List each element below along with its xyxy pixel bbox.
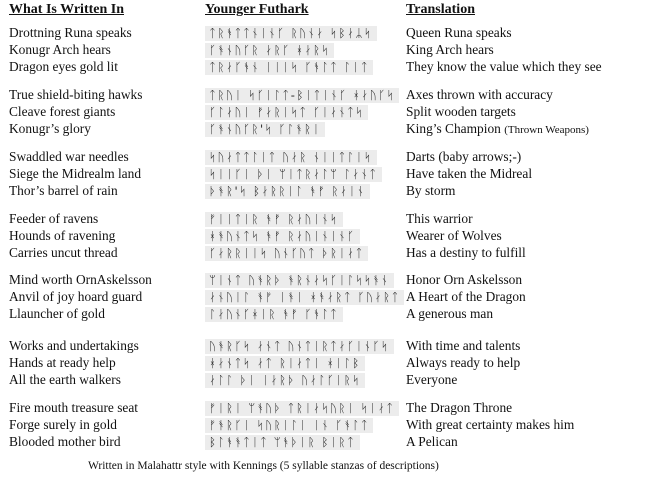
translation-column (406, 271, 526, 322)
rune-line: ᛋᛁᛁᚴᛁ ᚦᛁ ᛘᛁᛏᚱᛅᛚᛘ ᛚᛅᚾᛏ (205, 167, 382, 182)
translation-line: Has a destiny to fulfill (406, 245, 526, 260)
header-original: What Is Written In (9, 2, 125, 17)
translation-line (406, 120, 589, 137)
rune-line: ᛚᛅᚢᚾᚴᚼᛁᚱ ᚬᚠ ᚴᚬᛚᛏ (205, 307, 343, 322)
rune-line: ᛅᚾᚢᛁᛚ ᚬᚠ ᛁᚬᛁ ᚼᚬᛅᚱᛏ ᚴᚢᛅᚱᛏ (205, 290, 404, 305)
rune-line: ᚠᛁᛁᛏᛁᚱ ᚬᚠ ᚱᛅᚢᛁᚾᛋ (205, 212, 343, 227)
original-line: Hounds of ravening (9, 228, 116, 243)
translation-line: Wearer of Wolves (406, 228, 502, 243)
original-text-column (9, 337, 139, 388)
translation-line: Everyone (406, 372, 458, 387)
rune-column (205, 24, 377, 75)
original-line: Drottning Runa speaks (9, 25, 132, 40)
header-younger-futhark: Younger Futhark (205, 2, 309, 17)
rune-column (205, 337, 394, 388)
rune-line: ᛅᛚᛚ ᚦᛁ ᛁᛅᚱᚦ ᚢᛅᛚᚴᛁᚱᛋ (205, 373, 365, 388)
original-line: True shield-biting hawks (9, 87, 143, 102)
rune-line: ᛘᛁᚾᛏ ᚢᚬᚱᚦ ᚬᚱᚾᛅᛋᚴᛁᛚᛋᛋᚬᚾ (205, 273, 394, 288)
translation-line: This warrior (406, 211, 473, 226)
rune-column (205, 148, 382, 199)
translation-line: Always ready to help (406, 355, 521, 370)
original-line: Hands at ready help (9, 355, 116, 370)
original-line: Konugr’s glory (9, 121, 91, 136)
original-line: Thor’s barrel of rain (9, 183, 118, 198)
rune-column (205, 210, 368, 261)
original-line: Blooded mother bird (9, 434, 121, 449)
rune-line: ᚦᚬᚱ'ᛋ ᛒᛅᚱᚱᛁᛚ ᚬᚠ ᚱᛅᛁᚾ (205, 184, 370, 199)
rune-line: ᚴᚬᚾᚢᚴᚱ ᛅᚱᚴ ᚼᛅᚱᛋ (205, 43, 334, 58)
translation-column (406, 148, 532, 199)
translation-line: Have taken the Midreal (406, 166, 533, 181)
rune-line: ᚴᛚᛅᚢᛁ ᚠᛅᚱᛁᛋᛏ ᚴᛁᛅᚾᛏᛋ (205, 105, 368, 120)
original-line: All the earth walkers (9, 372, 121, 387)
translation-line: A Pelican (406, 434, 458, 449)
translation-line: By storm (406, 183, 456, 198)
original-line: Mind worth OrnAskelsson (9, 272, 152, 287)
header-translation: Translation (406, 2, 475, 17)
original-line: Llauncher of gold (9, 306, 105, 321)
translation-line: They know the value which they see (406, 59, 602, 74)
translation-line: Axes thrown with accuracy (406, 87, 553, 102)
translation-column (406, 86, 589, 137)
rune-line: ᚢᚬᚱᚴᛋ ᛅᚾᛏ ᚢᚾᛏᛁᚱᛏᛅᚴᛁᚾᚴᛋ (205, 339, 394, 354)
rune-column (205, 399, 399, 450)
translation-line: With great certainty makes him (406, 417, 575, 432)
translation-text: King’s Champion (406, 121, 505, 136)
footer-note: Written in Malahattr style with Kennings (5 syllable stanzas of descriptions) (88, 460, 439, 472)
translation-column (406, 399, 574, 450)
original-text-column (9, 86, 142, 137)
original-line: Siege the Midrealm land (9, 166, 142, 181)
translation-line: Split wooden targets (406, 104, 516, 119)
original-line: Fire mouth treasure seat (9, 400, 139, 415)
original-text-column (9, 271, 152, 322)
original-line: Forge surely in gold (9, 417, 117, 432)
original-text-column (9, 148, 141, 199)
rune-line: ᚠᛁᚱᛁ ᛘᚬᚢᚦ ᛏᚱᛁᛅᛋᚢᚱᛁ ᛋᛁᛅᛏ (205, 401, 399, 416)
original-line: Feeder of ravens (9, 211, 99, 226)
translation-line: A Heart of the Dragon (406, 289, 526, 304)
rune-line: ᛏᚱᚬᛏᛏᚾᛁᚾᚴ ᚱᚢᚾᛅ ᛋᛒᛅᛦᛋ (205, 26, 377, 41)
rune-column (205, 86, 399, 137)
original-text-column (9, 210, 118, 261)
original-line: Anvil of joy hoard guard (9, 289, 143, 304)
rune-line: ᚼᛅᚾᛏᛋ ᛅᛏ ᚱᛁᛅᛏᛁ ᚼᛁᛚᛒ (205, 356, 365, 371)
rune-line: ᛒᛚᚬᚬᛏᛁᛏ ᛘᚬᚦᛁᚱ ᛒᛁᚱᛏ (205, 435, 360, 450)
translation-line: Queen Runa speaks (406, 25, 512, 40)
translation-line: Darts (baby arrows;-) (406, 149, 522, 164)
rune-column (205, 271, 404, 322)
rune-line: ᚴᚬᚾᚢᚴᚱ'ᛋ ᚴᛚᚬᚱᛁ (205, 122, 325, 137)
original-line: Konugr Arch hears (9, 42, 111, 57)
rune-line: ᚼᚬᚢᚾᛏᛋ ᚬᚠ ᚱᛅᚢᛁᚾᛁᚾᚴ (205, 229, 360, 244)
rune-line: ᛏᚱᛅᚴᚬᚾ ᛁᛁᛁᛋ ᚴᚬᛚᛏ ᛚᛁᛏ (205, 60, 373, 75)
translation-column (406, 337, 520, 388)
original-line: Swaddled war needles (9, 149, 129, 164)
translation-line: With time and talents (406, 338, 521, 353)
original-text-column (9, 399, 138, 450)
rune-line: ᛋᚢᛅᛏᛏᛚᛁᛏ ᚢᛅᚱ ᚾᛁᛁᛏᛚᛁᛋ (205, 150, 377, 165)
translation-line: The Dragon Throne (406, 400, 513, 415)
translation-line: A generous man (406, 306, 494, 321)
original-line: Works and undertakings (9, 338, 139, 353)
original-line: Dragon eyes gold lit (9, 59, 118, 74)
original-line: Carries uncut thread (9, 245, 118, 260)
translation-column (406, 210, 526, 261)
translation-line: Honor Orn Askelsson (406, 272, 523, 287)
translation-note: (Thrown Weapons) (504, 124, 589, 136)
original-line: Cleave forest giants (9, 104, 116, 119)
original-text-column (9, 24, 132, 75)
rune-line: ᚴᛅᚱᚱᛁᛁᛋ ᚢᚾᚴᚢᛏ ᚦᚱᛁᛅᛏ (205, 246, 368, 261)
rune-line: ᚠᚬᚱᚴᛁ ᛋᚢᚱᛁᛚᛁ ᛁᚾ ᚴᚬᛚᛏ (205, 418, 373, 433)
translation-column (406, 24, 602, 75)
rune-line: ᛏᚱᚢᛁ ᛋᚴᛁᛚᛏ-ᛒᛁᛏᛁᚾᚴ ᚼᛅᚢᚴᛋ (205, 88, 399, 103)
translation-line: King Arch hears (406, 42, 494, 57)
